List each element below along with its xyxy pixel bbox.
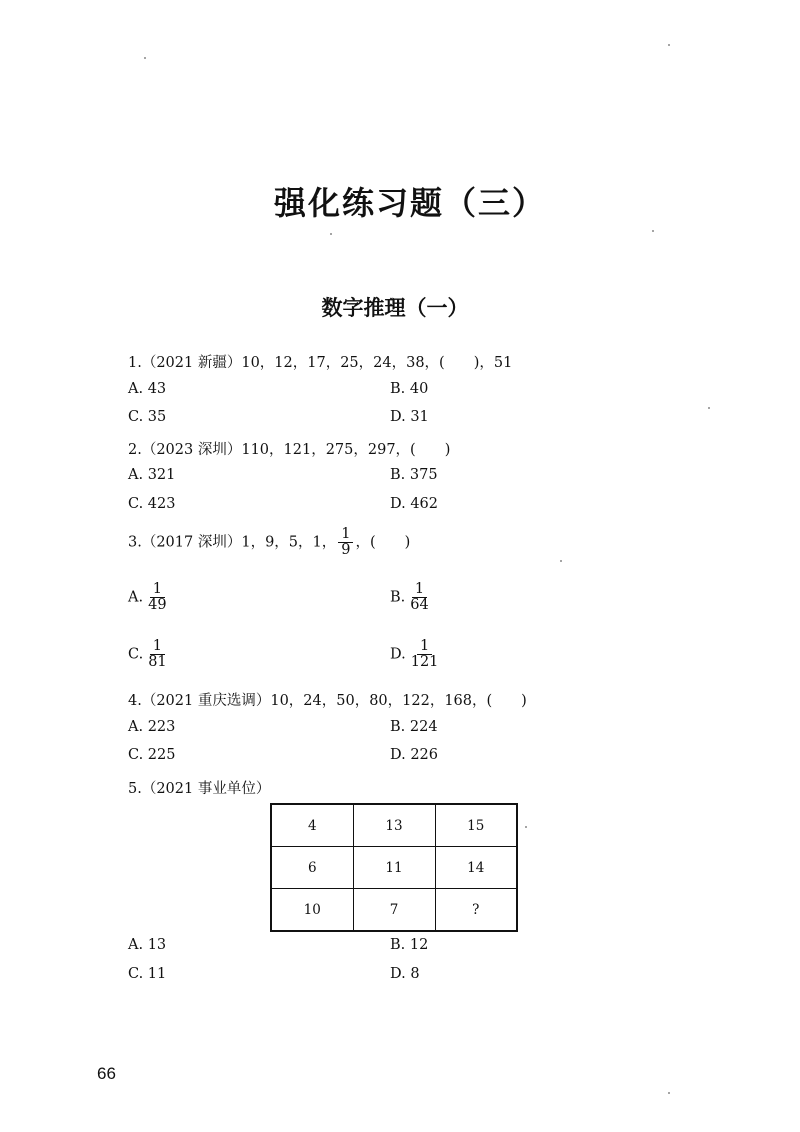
question-1-option-d: D. 31 [390, 409, 429, 425]
scan-speck [652, 230, 654, 232]
question-4-option-b: B. 224 [390, 719, 438, 735]
question-4-stem: 4.（2021 重庆选调）10，24，50，80，122，168，( ) [128, 693, 527, 709]
scan-speck [708, 407, 710, 409]
question-3-stem [128, 527, 410, 558]
grid-cell: ? [435, 889, 517, 932]
fraction-denominator: 9 [341, 542, 351, 559]
question-1-stem: 1.（2021 新疆）10，12，17，25，24，38，( )，51 [128, 355, 513, 371]
question-1-option-b: B. 40 [390, 381, 429, 397]
fraction-numerator: 1 [338, 527, 353, 543]
question-3-option-d [390, 639, 443, 670]
question-1-option-c: C. 35 [128, 409, 167, 425]
fraction-numerator: 1 [412, 582, 427, 598]
grid-cell: 15 [435, 804, 517, 847]
fraction-denominator: 64 [410, 597, 429, 614]
question-3-option-b [390, 582, 434, 613]
question-3-option-a [128, 582, 172, 613]
fraction [145, 639, 169, 670]
option-label: A. [128, 589, 144, 606]
scan-speck [144, 57, 146, 59]
grid-row [271, 889, 517, 932]
option-label: C. [128, 646, 144, 663]
page-title: 强化练习题（三） [273, 184, 546, 222]
question-3-stem-suffix: ，( ) [355, 534, 411, 551]
scan-speck [525, 826, 527, 828]
question-4-option-d: D. 226 [390, 747, 439, 763]
option-label: B. [390, 589, 406, 606]
question-2-stem: 2.（2023 深圳）110，121，275，297，( ) [128, 442, 451, 458]
section-heading: 数字推理（一） [321, 296, 469, 320]
fraction-numerator: 1 [150, 582, 165, 598]
grid-cell: 13 [353, 804, 435, 847]
question-5-option-c: C. 11 [128, 966, 167, 982]
question-4-option-a: A. 223 [128, 719, 176, 735]
grid-cell: 11 [353, 847, 435, 889]
scan-speck [330, 233, 332, 235]
question-5-option-b: B. 12 [390, 937, 429, 953]
grid-row [271, 847, 517, 889]
grid-cell: 4 [271, 804, 353, 847]
fraction-denominator: 49 [148, 597, 167, 614]
fraction-numerator: 1 [150, 639, 165, 655]
question-2-option-b: B. 375 [390, 467, 438, 483]
question-2-option-c: C. 423 [128, 496, 176, 512]
scan-speck [668, 44, 670, 46]
scan-speck [668, 1092, 670, 1094]
fraction [407, 582, 431, 613]
number-grid [270, 803, 518, 932]
grid-row [271, 804, 517, 847]
fraction-denominator: 81 [148, 654, 167, 671]
grid-cell: 7 [353, 889, 435, 932]
grid-cell: 10 [271, 889, 353, 932]
fraction [338, 527, 353, 558]
question-1-option-a: A. 43 [128, 381, 167, 397]
fraction-denominator: 121 [410, 654, 439, 671]
fraction [408, 639, 442, 670]
fraction [145, 582, 169, 613]
scan-speck [560, 560, 562, 562]
question-4-option-c: C. 225 [128, 747, 176, 763]
question-2-option-d: D. 462 [390, 496, 439, 512]
fraction-numerator: 1 [417, 639, 432, 655]
grid-cell: 6 [271, 847, 353, 889]
question-3-stem-prefix: 3.（2017 深圳）1，9，5，1， [128, 534, 337, 551]
question-2-option-a: A. 321 [128, 467, 176, 483]
question-5-option-a: A. 13 [128, 937, 167, 953]
question-5-stem: 5.（2021 事业单位） [128, 781, 271, 797]
grid-cell: 14 [435, 847, 517, 889]
page-number: 66 [97, 1064, 116, 1083]
option-label: D. [390, 646, 406, 663]
question-5-option-d: D. 8 [390, 966, 420, 982]
question-3-option-c [128, 639, 172, 670]
